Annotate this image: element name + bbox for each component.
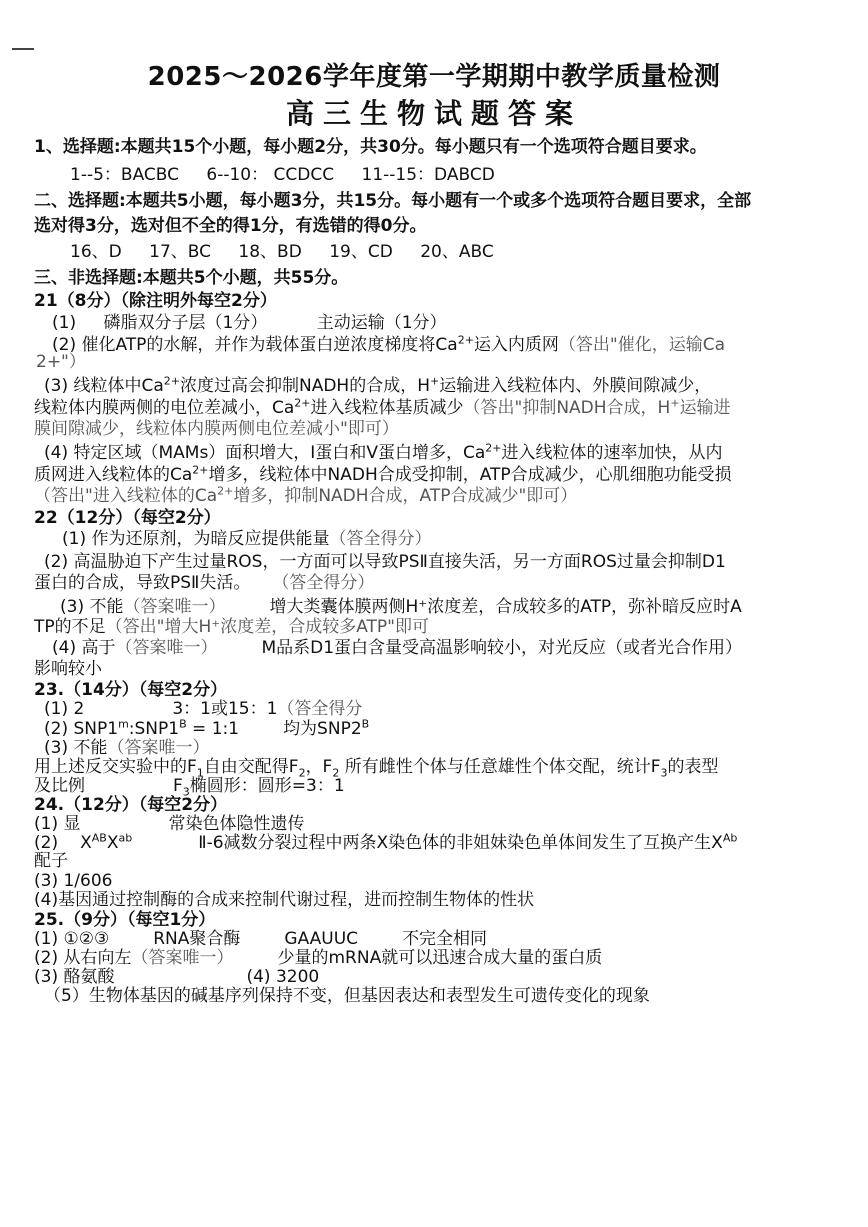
text-run: :SNP1 xyxy=(128,719,180,739)
text-run: 及比例 xyxy=(34,776,85,796)
superscript: 2+ xyxy=(217,484,234,498)
superscript: m xyxy=(118,717,129,731)
answer-19: 19、CD xyxy=(329,242,393,262)
text-run: （答全得分） xyxy=(272,573,375,593)
text-run: 增多，线粒体中NADH合成受抑制，ATP合成减少，心肌细胞功能受损 xyxy=(208,465,732,485)
text-run: 所有雌性个体与任意雄性个体交配，统计F xyxy=(339,757,661,777)
text-run: 用上述反交实验中的F xyxy=(34,757,197,777)
text-run: 自由交配得F xyxy=(203,757,299,777)
answer-1-5: 1--5：BACBC xyxy=(70,165,179,185)
text-run: （答案唯一） xyxy=(123,597,226,617)
answer-16: 16、D xyxy=(70,242,122,262)
text-run: X xyxy=(80,833,92,853)
text-run: ，F xyxy=(305,757,333,777)
q22-heading: 22（12分）（每空2分） xyxy=(34,508,221,528)
q22-line5 xyxy=(34,617,429,637)
q25-line1 xyxy=(34,929,487,949)
q22-line6 xyxy=(52,638,742,658)
text-run: (3) 不能 xyxy=(44,738,108,758)
text-run: 进入线粒体的速率加快，从内 xyxy=(501,443,723,463)
section2-heading-line2: 选对得3分，选对但不全的得1分，有选错的得0分。 xyxy=(34,216,427,236)
text-run: (1) 显 xyxy=(34,814,81,834)
superscript: AB xyxy=(91,831,107,845)
superscript: 2+ xyxy=(457,333,474,347)
text-run: 运输进入线粒体内、外膜间隙减少， xyxy=(439,376,712,396)
q21-heading: 21（8分）（除注明外每空2分） xyxy=(34,291,277,311)
text-run: (4) 高于 xyxy=(52,638,116,658)
text-run: 均为SNP2 xyxy=(283,719,362,739)
text-run: 主动运输（1分） xyxy=(316,313,447,333)
text-run: 不完全相同 xyxy=(402,929,488,949)
section1-heading: 1、选择题:本题共15个小题，每小题2分，共30分。每小题只有一个选项符合题目要求。 xyxy=(34,137,707,157)
text-run: （答出"抑制NADH合成，H xyxy=(463,398,671,418)
q21-line2-cont: 2+"） xyxy=(36,352,86,372)
answer-title: 高三生物试题答案 xyxy=(285,97,582,130)
text-run: = 1:1 xyxy=(186,719,240,739)
text-run: （答出"进入线粒体的Ca xyxy=(34,486,218,506)
q23-line1 xyxy=(44,699,362,719)
superscript: 2+ xyxy=(294,396,311,410)
answer-17: 17、BC xyxy=(149,242,212,262)
q21-line1 xyxy=(52,313,447,333)
subscript: 2 xyxy=(332,766,340,780)
text-run: 质网进入线粒体的Ca xyxy=(34,465,193,485)
answer-11-15: 11--15：DABCD xyxy=(361,165,495,185)
superscript: + xyxy=(670,396,680,410)
section3-heading: 三、非选择题:本题共5个小题，共55分。 xyxy=(34,268,349,288)
text-run: (1) xyxy=(52,313,77,333)
text-run: 浓度过高会抑制NADH的合成，H xyxy=(180,376,431,396)
text-run: X xyxy=(106,833,119,853)
text-run: (3) 线粒体中Ca xyxy=(44,376,164,396)
q24-line1 xyxy=(34,814,304,834)
superscript: B xyxy=(361,717,370,731)
superscript: 2+ xyxy=(485,441,502,455)
text-run: Ⅱ-6减数分裂过程中两条X染色体的非姐妹染色单体间发生了互换产生X xyxy=(198,833,723,853)
superscript: B xyxy=(179,717,187,731)
text-run: (4) 特定区域（MAMs）面积增大，I蛋白和V蛋白增多，Ca xyxy=(44,443,486,463)
q23-heading: 23.（14分）（每空2分） xyxy=(34,680,228,700)
superscript: ab xyxy=(118,831,133,845)
q24-line2 xyxy=(34,833,737,853)
text-run: M品系D1蛋白含量受高温影响较小，对光反应（或者光合作用） xyxy=(261,638,743,658)
answer-6-10: 6--10： CCDCC xyxy=(206,165,335,185)
superscript: 2+ xyxy=(192,463,209,477)
exam-title: 2025～2026学年度第一学期期中教学质量检测 xyxy=(147,62,721,92)
q25-line2 xyxy=(34,948,602,968)
section1-answers xyxy=(70,165,495,185)
text-run: （答出"增大H⁺浓度差，合成较多ATP"即可 xyxy=(105,617,429,637)
subscript: 1 xyxy=(196,766,204,780)
text-run: 3：1或15：1 xyxy=(172,699,278,719)
corner-mark xyxy=(12,48,34,50)
q23-line5 xyxy=(34,776,345,799)
answer-20: 20、ABC xyxy=(420,242,494,262)
q23-line2 xyxy=(44,719,369,739)
text-run: 的表型 xyxy=(667,757,719,777)
q22-line2: (2) 高温胁迫下产生过量ROS，一方面可以导致PSⅡ直接失活，另一方面ROS过量会抑制D1 xyxy=(44,552,726,572)
q24-line3: 配子 xyxy=(34,851,68,871)
superscript: 2+ xyxy=(163,374,180,388)
text-run: 少量的mRNA就可以迅速合成大量的蛋白质 xyxy=(277,948,603,968)
q25-line4: （5）生物体基因的碱基序列保持不变，但基因表达和表型发生可遗传变化的现象 xyxy=(44,986,650,1006)
text-run: 磷脂双分子层（1分） xyxy=(103,313,268,333)
q23-line4 xyxy=(34,757,719,780)
q21-line7 xyxy=(34,465,732,485)
text-run: (4) 3200 xyxy=(246,967,320,987)
text-run: (3) 不能 xyxy=(60,597,124,617)
text-run: GAAUUC xyxy=(284,929,359,949)
text-run: 增多，抑制NADH合成，ATP合成减少"即可） xyxy=(233,486,578,506)
text-run: 进入线粒体基质减少 xyxy=(310,398,464,418)
q24-heading: 24.（12分）（每空2分） xyxy=(34,795,228,815)
text-run: (2) xyxy=(34,833,59,853)
q21-line5: 膜间隙减少，线粒体内膜两侧电位差减小"即可） xyxy=(34,419,399,439)
section2-answers xyxy=(70,242,494,262)
subscript: 2 xyxy=(298,766,306,780)
q25-heading: 25.（9分）（每空1分） xyxy=(34,910,216,930)
q21-line2 xyxy=(52,335,725,355)
text-run: RNA聚合酶 xyxy=(153,929,241,949)
q21-line3 xyxy=(44,376,711,396)
subscript: 3 xyxy=(182,785,190,799)
text-run: (2) 催化ATP的水解，并作为载体蛋白逆浓度梯度将Ca xyxy=(52,335,458,355)
text-run: (1) 作为还原剂，为暗反应提供能量 xyxy=(62,529,330,549)
q22-line3 xyxy=(34,573,374,593)
text-run: (2) 从右向左 xyxy=(34,948,132,968)
text-run: （答出"催化，运输Ca xyxy=(558,335,726,355)
q21-line6 xyxy=(44,443,722,463)
q22-line7: 影响较小 xyxy=(34,659,102,679)
q22-line4 xyxy=(60,597,742,617)
superscript: + xyxy=(430,374,440,388)
text-run: (1) ①②③ xyxy=(34,929,110,949)
text-run: TP的不足 xyxy=(34,617,106,637)
q21-line8 xyxy=(34,486,577,506)
text-run: （答案唯一） xyxy=(131,948,234,968)
text-run: （答案唯一） xyxy=(107,738,210,758)
section2-heading-line1: 二、选择题:本题共5小题，每小题3分，共15分。每小题有一个或多个选项符合题目要求，全部 xyxy=(34,191,752,211)
subscript: 3 xyxy=(660,766,668,780)
text-run: 运入内质网 xyxy=(473,335,559,355)
text-run: 蛋白的合成，导致PSⅡ失活。 xyxy=(34,573,251,593)
text-run: 运输进 xyxy=(679,398,731,418)
text-run: （答全得分） xyxy=(329,529,432,549)
superscript: Ab xyxy=(722,831,738,845)
text-run: 线粒体内膜两侧的电位差减小，Ca xyxy=(34,398,295,418)
text-run: (3) 酪氨酸 xyxy=(34,967,115,987)
text-run: （答全得分 xyxy=(277,699,363,719)
q21-line4 xyxy=(34,398,731,418)
q24-line5: (4)基因通过控制酶的合成来控制代谢过程，进而控制生物体的性状 xyxy=(34,890,535,910)
text-run: 常染色体隐性遗传 xyxy=(168,814,305,834)
q25-line3 xyxy=(34,967,319,987)
text-run: 椭圆形：圆形=3：1 xyxy=(189,776,345,796)
text-run: (1) 2 xyxy=(44,699,85,719)
q23-line3 xyxy=(44,738,209,758)
answer-18: 18、BD xyxy=(238,242,302,262)
text-run: F xyxy=(173,776,183,796)
text-run: 增大类囊体膜两侧H⁺浓度差，合成较多的ATP，弥补暗反应时A xyxy=(269,597,742,617)
text-run: (2) SNP1 xyxy=(44,719,119,739)
q22-line1 xyxy=(62,529,431,549)
q24-line4: (3) 1/606 xyxy=(34,871,113,891)
text-run: （答案唯一） xyxy=(115,638,218,658)
